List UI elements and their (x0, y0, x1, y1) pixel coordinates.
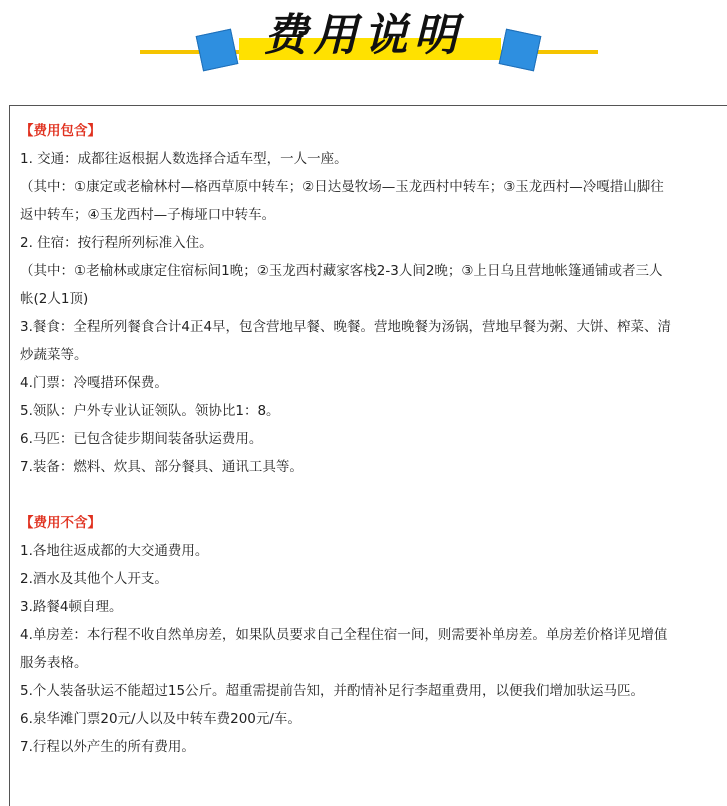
excluded-line: 服务表格。 (20, 655, 88, 671)
included-line: 5.领队：户外专业认证领队。领协比1：8。 (20, 403, 280, 419)
included-line: （其中：①老榆林或康定住宿标间1晚；②玉龙西村藏家客栈2-3人间2晚；③上日乌且营地帐篷通铺或者三人 (20, 263, 663, 279)
included-line: 7.装备：燃料、炊具、部分餐具、通讯工具等。 (20, 459, 303, 475)
excluded-line: 3.路餐4顿自理。 (20, 599, 123, 615)
included-section (20, 117, 720, 481)
included-line: 炒蔬菜等。 (20, 347, 88, 363)
included-line: 4.门票：冷嘎措环保费。 (20, 375, 168, 391)
excluded-line: 4.单房差：本行程不收自然单房差，如果队员要求自己全程住宿一间，则需要补单房差。单房差价格详见增值 (20, 627, 668, 643)
excluded-section-title: 【费用不含】 (20, 515, 101, 531)
fee-content (20, 117, 720, 761)
included-line: 3.餐食：全程所列餐食合计4正4早，包含营地早餐、晚餐。营地晚餐为汤锅，营地早餐为粥、大饼、榨菜、清 (20, 319, 672, 335)
included-line: （其中：①康定或老榆林村—格西草原中转车；②日达曼牧场—玉龙西村中转车；③玉龙西村—冷嘎措山脚往 (20, 179, 664, 195)
excluded-line: 5.个人装备驮运不能超过15公斤。超重需提前告知，并酌情补足行李超重费用，以便我们增加驮运马匹。 (20, 683, 645, 699)
excluded-line: 1.各地往返成都的大交通费用。 (20, 543, 209, 559)
included-line: 返中转车；④玉龙西村—子梅垭口中转车。 (20, 207, 276, 223)
included-line: 1. 交通：成都往返根据人数选择合适车型，一人一座。 (20, 151, 348, 167)
section-spacer (20, 481, 720, 509)
excluded-line: 2.酒水及其他个人开支。 (20, 571, 168, 587)
excluded-section (20, 509, 720, 761)
included-line: 帐(2人1顶) (20, 291, 89, 307)
included-section-title: 【费用包含】 (20, 123, 101, 139)
header-banner (0, 0, 727, 100)
excluded-line: 7.行程以外产生的所有费用。 (20, 739, 195, 755)
page-title: 费用说明 (263, 10, 464, 61)
included-line: 6.马匹：已包含徒步期间装备驮运费用。 (20, 431, 263, 447)
included-line: 2. 住宿：按行程所列标准入住。 (20, 235, 213, 251)
excluded-line: 6.泉华滩门票20元/人以及中转车费200元/车。 (20, 711, 301, 727)
